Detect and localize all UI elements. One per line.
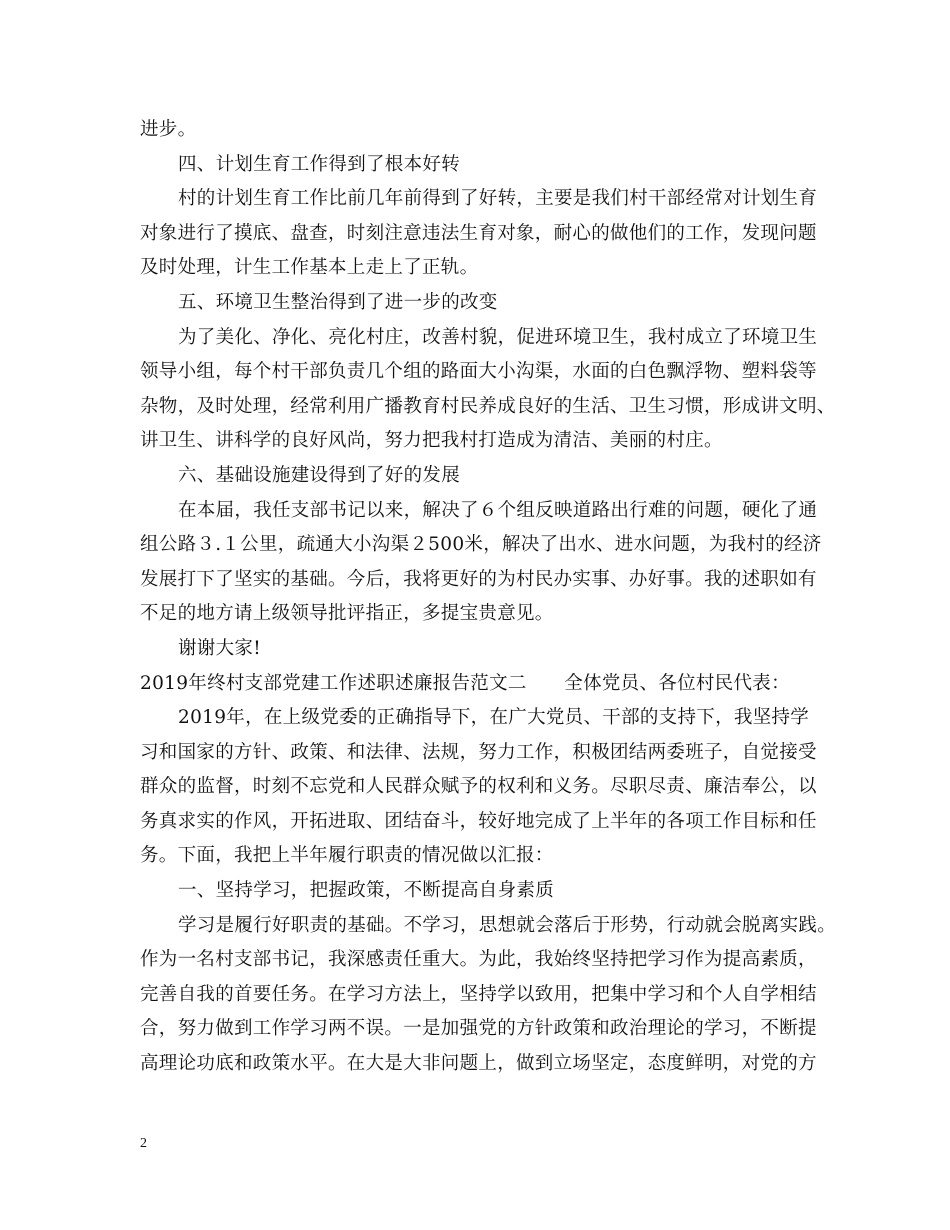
paragraph-line: 群众的监督，时刻不忘党和人民群众赋予的权利和义务。尽职尽责、廉洁奉公，以 (140, 776, 817, 798)
paragraph-line: 讲卫生、讲科学的良好风尚，努力把我村打造成为清洁、美丽的村庄。 (140, 430, 723, 452)
section-heading-4: 四、计划生育工作得到了根本好转 (178, 153, 461, 175)
paragraph-line: 高理论功底和政策水平。在大是大非问题上，做到立场坚定，态度鲜明，对党的方 (140, 1053, 817, 1075)
paragraph-line: 杂物，及时处理，经常利用广播教育村民养成良好的生活、卫生习惯，形成讲文明、 (140, 395, 836, 417)
paragraph-line: 不足的地方请上级领导批评指正，多提宝贵意见。 (140, 603, 554, 625)
paragraph-line: 及时处理，计生工作基本上走上了正轨。 (140, 257, 479, 279)
paragraph-line: 村的计划生育工作比前几年前得到了好转，主要是我们村干部经常对计划生育 (178, 188, 818, 210)
paragraph-line: 完善自我的首要任务。在学习方法上，坚持学以致用，把集中学习和个人自学相结 (140, 983, 817, 1005)
paragraph-line: 合，努力做到工作学习两不误。一是加强党的方针政策和政治理论的学习，不断提 (140, 1018, 817, 1040)
paragraph-continuation: 进步。 (140, 119, 197, 140)
paragraph-line: 学习是履行好职责的基础。不学习，思想就会落后于形势，行动就会脱离实践。 (178, 914, 837, 936)
paragraph-line: 在本届，我任支部书记以来，解决了６个组反映道路出行难的问题，硬化了通 (178, 499, 818, 521)
paragraph-line: 务。下面，我把上半年履行职责的情况做以汇报： (140, 845, 554, 867)
closing-thanks: 谢谢大家! (178, 637, 261, 659)
paragraph-line: 习和国家的方针、政策、和法律、法规，努力工作，积极团结两委班子，自觉接受 (140, 741, 817, 763)
paragraph-line: 领导小组，每个村干部负责几个组的路面大小沟渠，水面的白色飘浮物、塑料袋等 (140, 361, 817, 383)
report-title-line: 2019年终村支部党建工作述职述廉报告范文二 全体党员、各位村民代表： (140, 672, 790, 694)
paragraph-line: 对象进行了摸底、盘查，时刻注意违法生育对象，耐心的做他们的工作，发现问题 (140, 222, 817, 244)
section-heading-5: 五、环境卫生整治得到了进一步的改变 (178, 291, 498, 313)
section-heading-6: 六、基础设施建设得到了好的发展 (178, 464, 461, 486)
paragraph-line: 组公路３.１公里，疏通大小沟渠２500米，解决了出水、进水问题，为我村的经济 (140, 534, 822, 556)
paragraph-line: 作为一名村支部书记，我深感责任重大。为此，我始终坚持把学习作为提高素质， (140, 949, 817, 971)
paragraph-line: 发展打下了坚实的基础。今后，我将更好的为村民办实事、办好事。我的述职如有 (140, 568, 817, 590)
page-number: 2 (140, 1136, 147, 1151)
paragraph-line: 2019年，在上级党委的正确指导下，在广大党员、干部的支持下，我坚持学 (178, 707, 810, 729)
paragraph-line: 务真求实的作风，开拓进取、团结奋斗，较好地完成了上半年的各项工作目标和任 (140, 810, 817, 832)
section-heading-1: 一、坚持学习，把握政策，不断提高自身素质 (178, 880, 555, 902)
document-body (140, 113, 837, 1082)
paragraph-line: 为了美化、净化、亮化村庄，改善村貌，促进环境卫生，我村成立了环境卫生 (178, 326, 818, 348)
